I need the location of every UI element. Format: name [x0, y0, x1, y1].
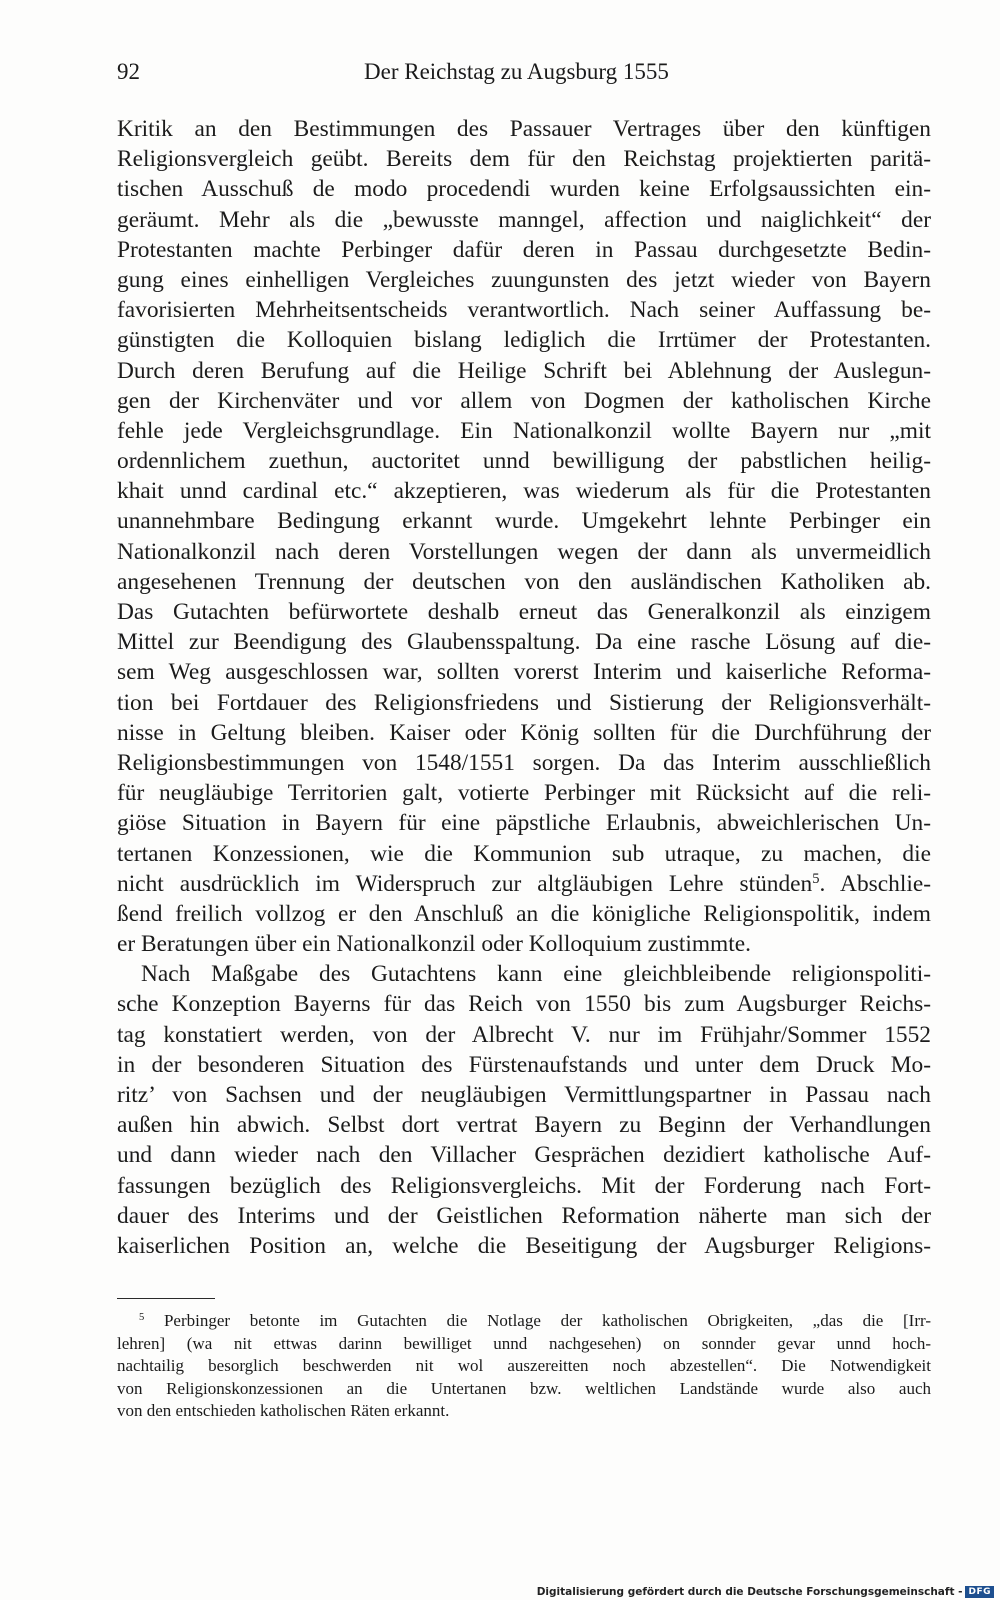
text-line: ritz’ von Sachsen und der neugläubigen Vermittlungspartner in Passau nach	[117, 1082, 931, 1108]
text-line: gen der Kirchenväter und vor allem von Dogmen der katholischen Kirche	[117, 387, 931, 414]
text-line: Religionsvergleich geübt. Bereits dem für den Reichstag projektierten paritä-	[117, 146, 931, 173]
text-segment: nicht ausdrücklich im Widerspruch zur altgläubigen Lehre stünden	[117, 870, 813, 897]
text-line: nisse in Geltung bleiben. Kaiser oder König sollten für die Durchführung der	[117, 719, 931, 746]
text-line: tion bei Fortdauer des Religionsfriedens und Sistierung der Religionsverhält-	[117, 689, 931, 716]
text-line: und dann wieder nach den Villacher Gesprächen dezidiert katholische Auf-	[117, 1142, 931, 1169]
text-line: tertanen Konzessionen, wie die Kommunion sub utraque, zu machen, die	[117, 840, 931, 867]
text-line: Durch deren Berufung auf die Heilige Schrift bei Ablehnung der Auslegun-	[117, 357, 931, 384]
text-line: giöse Situation in Bayern für eine päpstliche Erlaubnis, abweichlerischen Un-	[117, 810, 931, 837]
footnote-block	[117, 1310, 931, 1423]
text-line: für neugläubige Territorien galt, votierte Perbinger mit Rücksicht auf die reli-	[117, 780, 931, 807]
text-line: Mittel zur Beendigung des Glaubensspaltung. Da eine rasche Lösung auf die-	[117, 629, 931, 656]
text-line: ordennlichem zuethun, auctoritet unnd bewilligung der pabstlichen heilig-	[117, 448, 931, 475]
text-line: favorisierten Mehrheitsentscheids verantwortlich. Nach seiner Auffassung be-	[117, 297, 931, 324]
text-line: khait unnd cardinal etc.“ akzeptieren, was wiederum als für die Protestanten	[117, 478, 931, 505]
footnote-reference[interactable]: 5	[812, 870, 820, 887]
footnote-line	[117, 1310, 931, 1333]
text-line: außen hin abwich. Selbst dort vertrat Bayern zu Beginn der Verhandlungen	[117, 1112, 931, 1139]
digitization-banner	[537, 1586, 994, 1598]
text-line: tischen Ausschuß de modo procedendi wurden keine Erfolgsaussichten ein-	[117, 176, 931, 203]
text-segment: . Abschlie-	[819, 870, 931, 897]
footnote-text: Perbinger betonte im Gutachten die Notlage der katholischen Obrigkeiten, „das die [Irr-	[163, 1311, 931, 1330]
text-line: günstigten die Kolloquien bislang lediglich die Irrtümer der Protestanten.	[117, 327, 931, 354]
text-line: Das Gutachten befürwortete deshalb erneut das Generalkonzil als einzigem	[117, 599, 931, 625]
page-header	[117, 54, 877, 90]
text-line: er Beratungen über ein Nationalkonzil oder Kolloquium zustimmte.	[117, 931, 751, 958]
text-line: gung eines einhelligen Vergleiches zuungunsten des jetzt wieder von Bayern	[117, 266, 931, 293]
text-line: sche Konzeption Bayerns für das Reich von 1550 bis zum Augsburger Reichs-	[117, 991, 931, 1018]
footnote-line: von den entschieden katholischen Räten erkannt.	[117, 1401, 450, 1421]
text-line: geräumt. Mehr als die „bewusste manngel, affection und naiglichkeit“ der	[117, 206, 931, 233]
text-line: fehle jede Vergleichsgrundlage. Ein Nationalkonzil wollte Bayern nur „mit	[117, 417, 931, 444]
text-line-with-footnote-ref	[117, 869, 931, 899]
text-line: fassungen bezüglich des Religionsvergleichs. Mit der Forderung nach Fort-	[117, 1172, 931, 1199]
page-number: 92	[117, 59, 140, 84]
text-line: Protestanten machte Perbinger dafür deren in Passau durchgesetzte Bedin-	[117, 236, 931, 263]
text-line: sem Weg ausgeschlossen war, sollten vorerst Interim und kaiserliche Reforma-	[117, 659, 931, 686]
dfg-logo: DFG	[965, 1586, 994, 1598]
footnote-divider	[117, 1298, 215, 1299]
footnote-line: nachtailig besorglich beschwerden nit wol auszereitten noch abzestellen“. Die Notwendigkeit	[117, 1356, 931, 1376]
text-line: unannehmbare Bedingung erkannt wurde. Umgekehrt lehnte Perbinger ein	[117, 508, 931, 535]
text-line: kaiserlichen Position an, welche die Beseitigung der Augsburger Religions-	[117, 1232, 931, 1259]
text-line: angesehenen Trennung der deutschen von den ausländischen Katholiken ab.	[117, 568, 931, 595]
footnote-line: lehren] (wa nit ettwas darinn bewilliget unnd nachgesehen) on sonnder gevar unnd hoch-	[117, 1333, 931, 1353]
footnote-line: von Religionskonzessionen an die Untertanen bzw. weltlichen Landstände wurde also auch	[117, 1378, 931, 1398]
text-line: dauer des Interims und der Geistlichen Reformation näherte man sich der	[117, 1202, 931, 1229]
banner-text: Digitalisierung gefördert durch die Deutsche Forschungsgemeinschaft -	[536, 1586, 963, 1598]
text-line: in der besonderen Situation des Fürstenaufstands und unter dem Druck Mo-	[117, 1051, 931, 1078]
text-line: ßend freilich vollzog er den Anschluß an die königliche Religionspolitik, indem	[117, 900, 931, 927]
text-line: Nach Maßgabe des Gutachtens kann eine gleichbleibende religionspoliti-	[141, 961, 931, 988]
text-line: Kritik an den Bestimmungen des Passauer Vertrages über den künftigen	[117, 116, 931, 142]
text-line: Nationalkonzil nach deren Vorstellungen wegen der dann als unvermeidlich	[117, 538, 931, 565]
text-line: tag konstatiert werden, von der Albrecht V. nur im Frühjahr/Sommer 1552	[117, 1021, 931, 1048]
footnote-marker: 5	[139, 1312, 145, 1324]
running-title: Der Reichstag zu Augsburg 1555	[364, 59, 669, 84]
body-text	[117, 114, 931, 1261]
text-line: Religionsbestimmungen von 1548/1551 sorgen. Da das Interim ausschließlich	[117, 749, 931, 776]
